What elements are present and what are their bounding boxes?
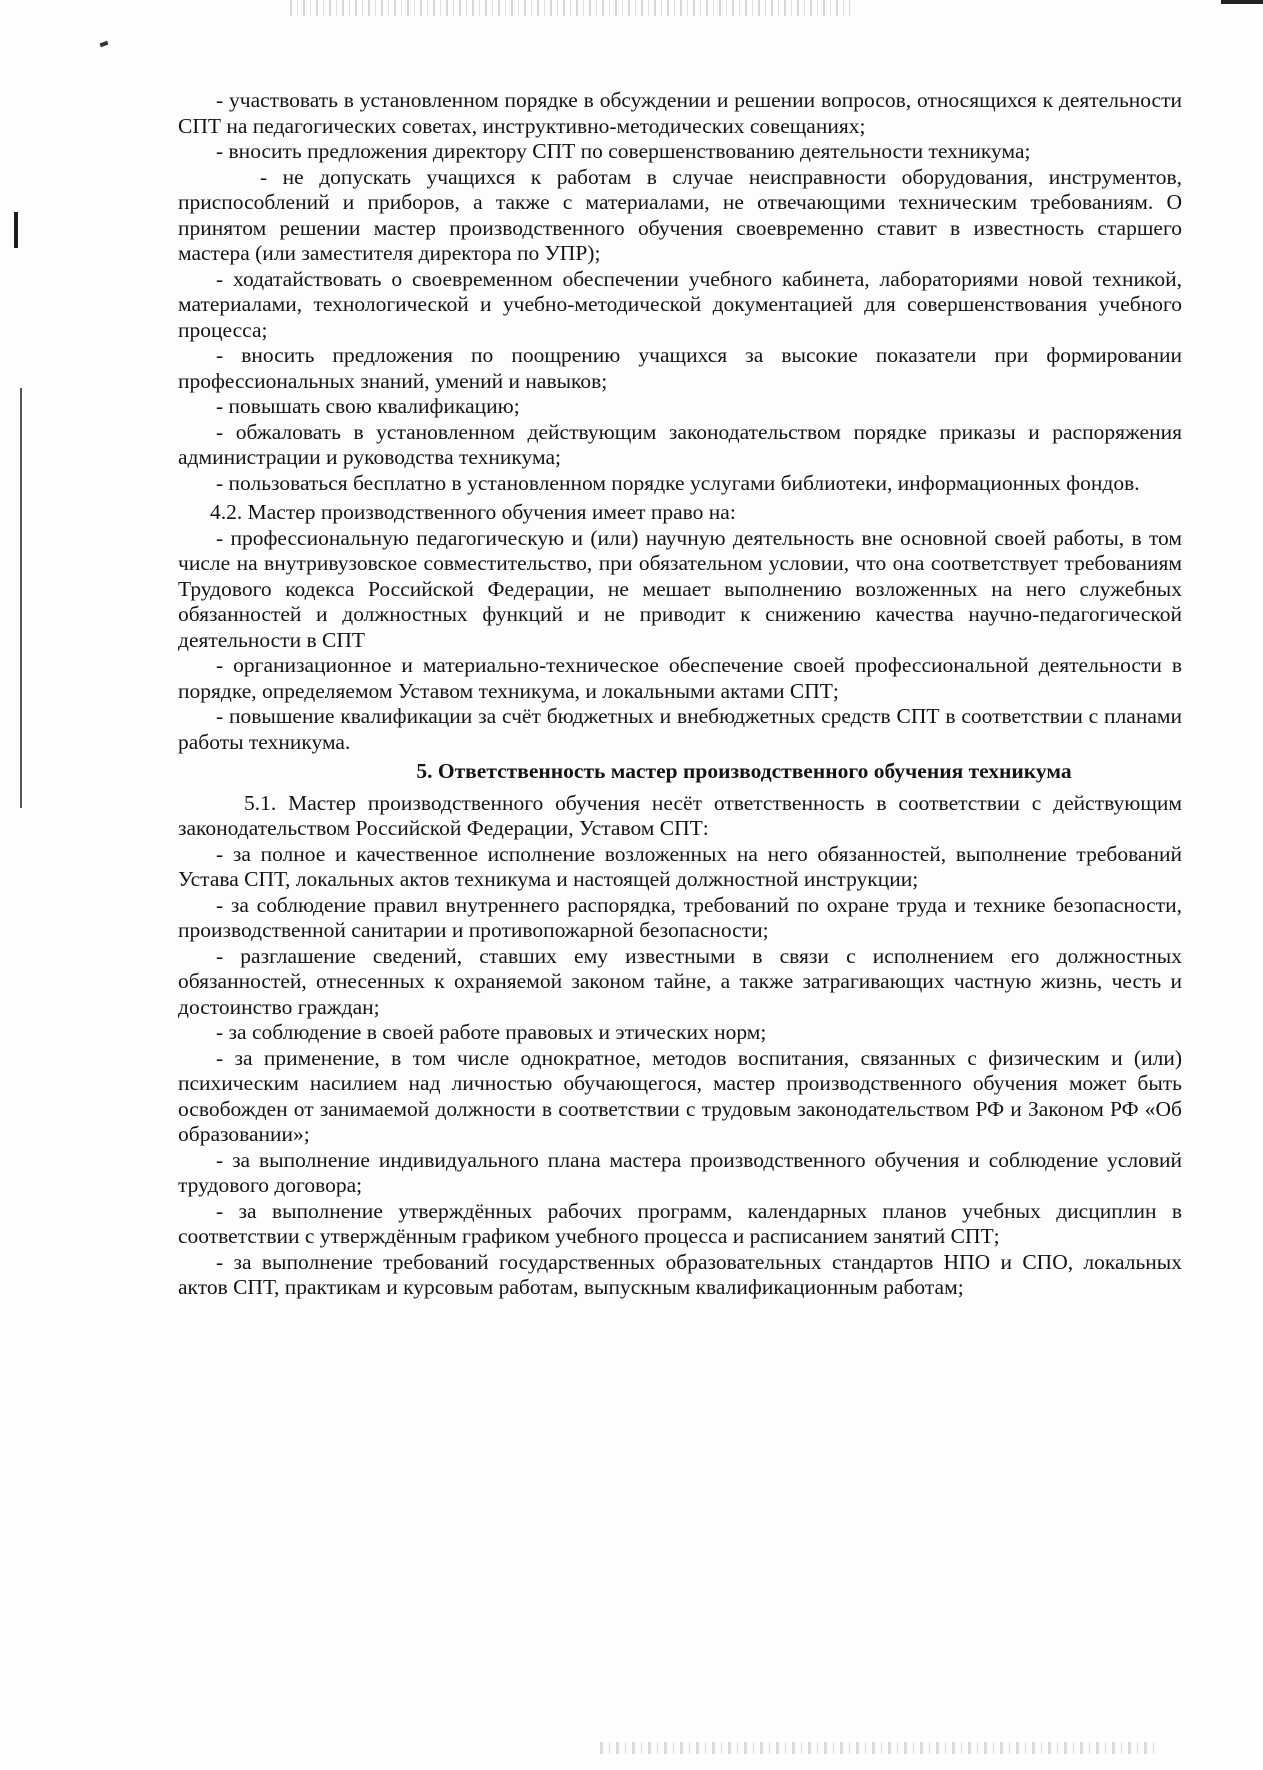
list-item: - не допускать учащихся к работам в случае неисправности оборудования, инструментов, приспособлений и приборов, а также с материалами, не отвечающими техническим требованиям. О принятом решении мастер производственного обучения своевременно ставит в известность старшего мастера (или заместителя директора по УПР); <box>178 164 1182 265</box>
margin-mark <box>14 212 18 248</box>
list-item: - профессиональную педагогическую и (или) научную деятельность вне основной своей работы, в том числе на внутривузовское совместительство, при обязательном условии, что она соответствует требованиям Трудового кодекса Российской Федерации, не мешает выполнению возложенных на него служебных обязанностей и должностных функций и не приводит к снижению качества научно-педагогической деятельности в СПТ <box>178 525 1182 652</box>
list-item: - за полное и качественное исполнение возложенных на него обязанностей, выполнение требований Устава СПТ, локальных актов техникума и настоящей должностной инструкции; <box>178 841 1182 891</box>
clause-5-1: 5.1. Мастер производственного обучения несёт ответственность в соответствии с действующим законодательством Российской Федерации, Уставом СПТ: <box>178 790 1182 840</box>
list-item: - пользоваться бесплатно в установленном порядке услугами библиотеки, информационных фондов. <box>216 470 1140 495</box>
clause-4-2: 4.2. Мастер производственного обучения имеет право на: <box>210 500 736 524</box>
document-body <box>178 88 1182 1301</box>
list-item: - организационное и материально-техническое обеспечение своей профессиональной деятельности в порядке, определяемом Уставом техникума, и локальными актами СПТ; <box>178 653 1182 703</box>
list-item: - за соблюдение правил внутреннего распорядка, требований по охране труда и технике безопасности, производственной санитарии и противопожарной безопасности; <box>178 892 1182 942</box>
scan-speck <box>100 41 109 47</box>
list-item: - повышение квалификации за счёт бюджетных и внебюджетных средств СПТ в соответствии с планами работы техникума. <box>178 704 1182 754</box>
list-item: - за выполнение индивидуального плана мастера производственного обучения и соблюдение условий трудового договора; <box>178 1147 1182 1197</box>
list-item: - ходатайствовать о своевременном обеспечении учебного кабинета, лабораториями новой техникой, материалами, технологической и учебно-методической документацией для совершенствования учебного процесса; <box>178 266 1182 342</box>
scan-artifact-bottom <box>600 1742 1160 1754</box>
list-item: - обжаловать в установленном действующим законодательством порядке приказы и распоряжения администрации и руководства техникума; <box>178 419 1182 469</box>
list-item: - за применение, в том числе однократное, методов воспитания, связанных с физическим и (или) психическим насилием над личностью обучающегося, мастер производственного обучения может быть освобожден от занимаемой должности в соответствии с трудовым законодательством РФ и Законом РФ «Об образовании»; <box>178 1045 1182 1146</box>
list-item: - за соблюдение в своей работе правовых и этических норм; <box>216 1020 767 1044</box>
list-item: - повышать свою квалификацию; <box>216 394 520 418</box>
list-item: - разглашение сведений, ставших ему известными в связи с исполнением его должностных обязанностей, отнесенных к охраняемой законом тайне, а также затрагивающих частную жизнь, честь и достоинство граждан; <box>178 943 1182 1019</box>
section-heading: 5. Ответственность мастер производственного обучения техникума <box>416 759 1072 783</box>
scan-artifact-top <box>290 0 850 16</box>
margin-line <box>20 388 22 808</box>
list-item: - за выполнение утверждённых рабочих программ, календарных планов учебных дисциплин в соответствии с утверждённым графиком учебного процесса и расписанием занятий СПТ; <box>178 1198 1182 1248</box>
list-item: - за выполнение требований государственных образовательных стандартов НПО и СПО, локальных актов СПТ, практикам и курсовым работам, выпускным квалификационным работам; <box>178 1249 1182 1299</box>
list-item: - вносить предложения директору СПТ по совершенствованию деятельности техникума; <box>216 139 1031 163</box>
scan-corner-mark <box>1221 0 1263 4</box>
list-item: - вносить предложения по поощрению учащихся за высокие показатели при формировании профессиональных знаний, умений и навыков; <box>178 343 1182 393</box>
list-item: - участвовать в установленном порядке в обсуждении и решении вопросов, относящихся к деятельности СПТ на педагогических советах, инструктивно-методических совещаниях; <box>178 88 1182 138</box>
